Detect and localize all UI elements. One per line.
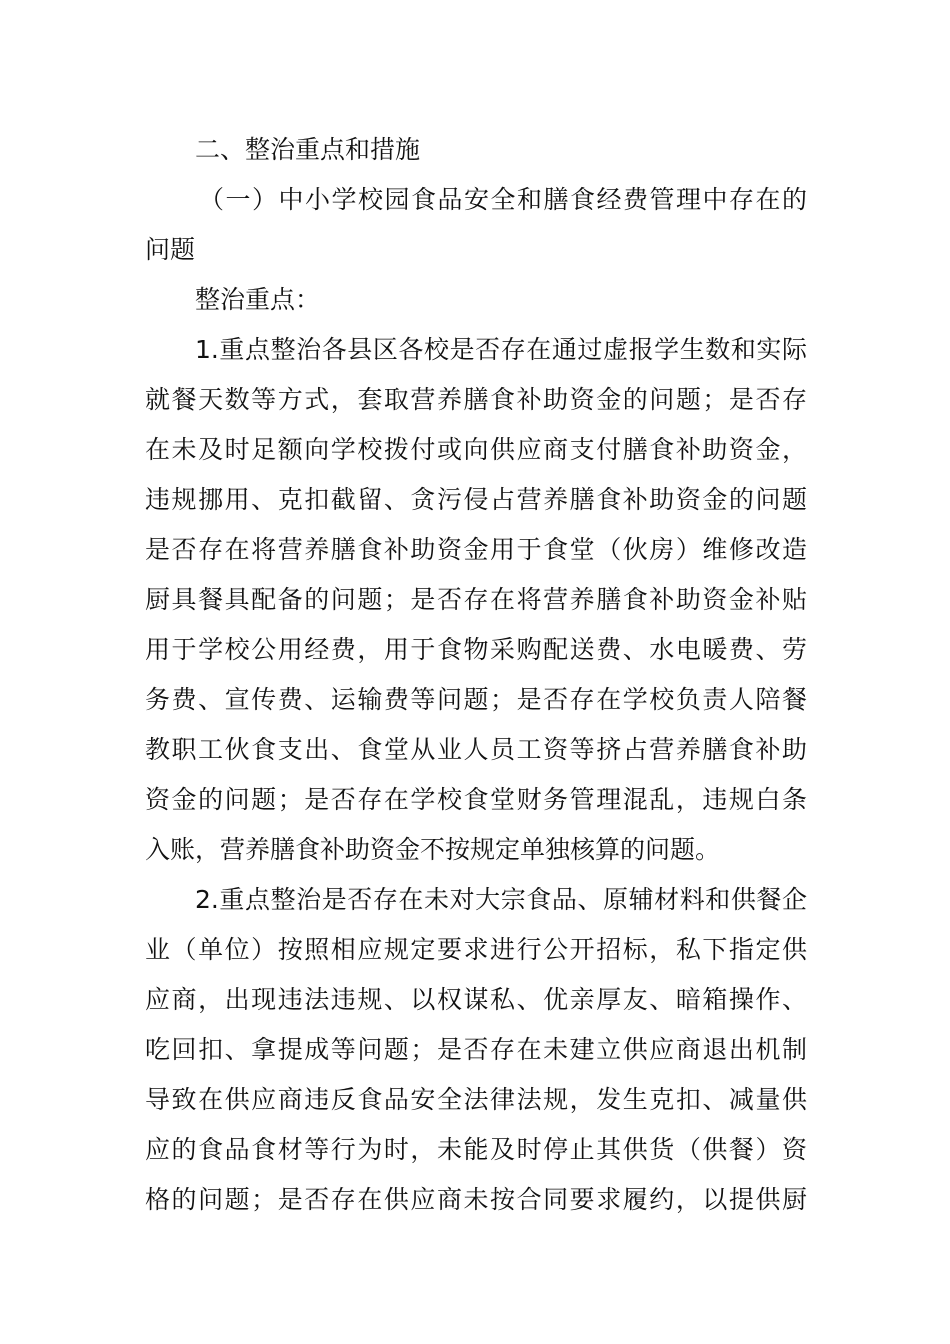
- focus-label: 整治重点：: [195, 285, 321, 314]
- paragraph-line: 吃回扣、拿提成等问题；是否存在未建立供应商退出机制: [145, 1035, 807, 1064]
- paragraph-line: 应的食品食材等行为时，未能及时停止其供货（供餐）资: [145, 1135, 807, 1164]
- section-heading: 二、整治重点和措施: [195, 135, 421, 164]
- paragraph-line: 资金的问题；是否存在学校食堂财务管理混乱，违规白条: [145, 785, 807, 814]
- paragraph-line: 在未及时足额向学校拨付或向供应商支付膳食补助资金，: [145, 435, 807, 464]
- paragraph-line: 厨具餐具配备的问题；是否存在将营养膳食补助资金补贴: [145, 585, 807, 614]
- paragraph-line: 2.重点整治是否存在未对大宗食品、原辅材料和供餐企: [195, 885, 807, 914]
- paragraph-line: 入账，营养膳食补助资金不按规定单独核算的问题。: [145, 835, 721, 864]
- subsection-heading-line: （一）中小学校园食品安全和膳食经费管理中存在的: [199, 185, 807, 214]
- paragraph-line: 1.重点整治各县区各校是否存在通过虚报学生数和实际: [195, 335, 807, 364]
- subsection-heading-line: 问题: [145, 235, 196, 264]
- paragraph-line: 应商，出现违法违规、以权谋私、优亲厚友、暗箱操作、: [145, 985, 807, 1014]
- paragraph-line: 教职工伙食支出、食堂从业人员工资等挤占营养膳食补助: [145, 735, 807, 764]
- paragraph-line: 用于学校公用经费，用于食物采购配送费、水电暖费、劳: [145, 635, 807, 664]
- paragraph-line: 导致在供应商违反食品安全法律法规，发生克扣、减量供: [145, 1085, 807, 1114]
- paragraph-line: 务费、宣传费、运输费等问题；是否存在学校负责人陪餐: [145, 685, 807, 714]
- paragraph-line: 业（单位）按照相应规定要求进行公开招标，私下指定供: [145, 935, 807, 964]
- paragraph-line: 就餐天数等方式，套取营养膳食补助资金的问题；是否存: [145, 385, 807, 414]
- paragraph-line: 违规挪用、克扣截留、贪污侵占营养膳食补助资金的问题: [145, 485, 807, 514]
- paragraph-line: 格的问题；是否存在供应商未按合同要求履约，以提供厨: [145, 1185, 807, 1214]
- paragraph-line: 是否存在将营养膳食补助资金用于食堂（伙房）维修改造: [145, 535, 807, 564]
